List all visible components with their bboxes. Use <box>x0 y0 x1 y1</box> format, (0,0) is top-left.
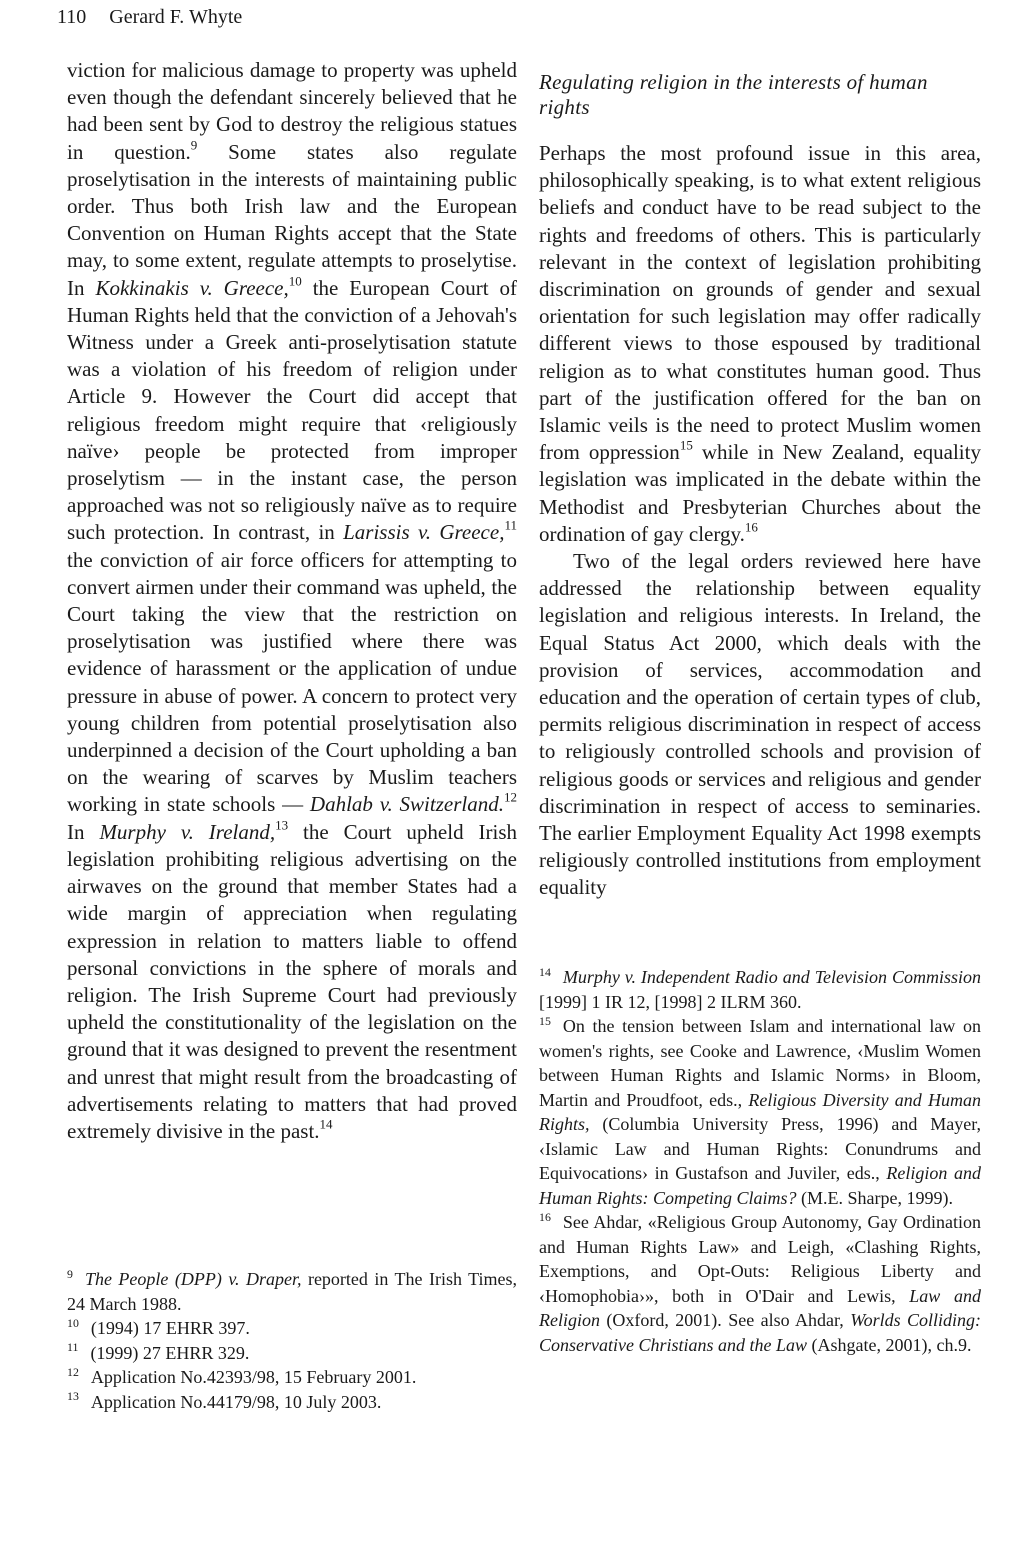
footnotes-left <box>67 1267 517 1414</box>
case-name: Larissis v. Greece, <box>343 520 505 545</box>
footnote: $^{10}$ (1994) 17 EHRR 397. <box>67 1315 250 1338</box>
left-column <box>67 57 517 1145</box>
footnote-ref: 12 <box>503 790 517 806</box>
running-author: Gerard F. Whyte <box>109 6 243 28</box>
footnote: $^{14}$ Murphy v. Independent Radio and Television Commission [1999] 1 IR 12, [1998] 2 ILRM 360. <box>539 964 981 1012</box>
body-paragraph: Perhaps the most profound issue in this area, philosophically speaking, is to what extent religious beliefs and conduct have to be read subject to the rights and freedoms of others. This is particularly relevant in the context of legislation prohibiting discrimination on grounds of gender and sexual orientation for such legislation may offer radically different views to those espoused by traditional religion as to what constitutes human good. Thus part of the justification offered for the ban on Islamic veils is the need to protect Muslim women from oppression$^{15}$ while in New Zealand, equality legislation was implicated in the debate within the Methodist and Presbyterian Churches about the ordination of gay clergy.$^{16}$ <box>539 141 981 546</box>
footnote: $^{13}$ Application No.44179/98, 10 July 2003. <box>67 1389 382 1412</box>
footnote-ref: 14 <box>319 1116 333 1132</box>
footnote: $^9$ The People (DPP) v. Draper, reported in The Irish Times, 24 March 1988. <box>67 1266 518 1314</box>
body-paragraph: Two of the legal orders reviewed here have addressed the relationship between equality legislation and religious interests. In Ireland, the Equal Status Act 2000, which deals with the provision of services, accommodation and education and the operation of certain types of club, permits religious discrimination in respect of access to religiously controlled schools and provision of religious goods or services and religious and gender discrimination in respect of access to seminaries. The earlier Employment Equality Act 1998 exempts religiously controlled institutions from employment equality <box>539 549 981 900</box>
footnote-ref: 9 <box>190 137 198 153</box>
footnote-ref: 11 <box>504 518 517 534</box>
footnote: $^{12}$ Application No.42393/98, 15 February 2001. <box>67 1364 417 1387</box>
section-heading: Regulating religion in the interests of human rights <box>539 70 928 119</box>
body-paragraph: viction for malicious damage to property was upheld even though the defendant sincerely believed that he had been sent by God to destroy the religious statues in question.$^9$ Some states also regulate proselytisation in the interests of maintaining public order. Thus both Irish law and the European Convention on Human Rights accept that the State may, to some extent, regulate attempts to proselytise. In Kokkinakis v. Greece,$^{10}$ the European Court of Human Rights held that the conviction of a Jehovah's Witness under a Greek anti-proselytisation statute was a violation of his freedom of religion under Article 9. However the Court did accept that religious freedom might require that ‹religiously naïve› people be protected from improper proselytism — in the instant case, the person approached was not so religiously naïve as to require such protection. In contrast, in Larissis v. Greece,$^{11}$ the conviction of air force officers for attempting to convert airmen under their command was upheld, the Court taking the view that the restriction on proselytisation was justified where there was evidence of harassment or the application of undue pressure in abuse of power. A concern to protect very young children from potential proselytisation also underpinned a decision of the Court upholding a ban on the wearing of scarves by Muslim teachers working in state schools — Dahlab v. Switzerland.$^{12}$ In Murphy v. Ireland,$^{13}$ the Court upheld Irish legislation prohibiting religious advertising on the airwaves on the ground that member States had a wide margin of appreciation when regulating expression in relation to matters liable to offend personal convictions in the sphere of morals and religion. The Irish Supreme Court had previously upheld the constitutionality of the legislation on the ground that it was designed to prevent the resentment and unrest that might result from the broadcasting of advertisements relating to matters that had proved extremely divisive in the past.$^{14}$ <box>67 58 518 1143</box>
case-name: Kokkinakis v. Greece, <box>95 275 289 300</box>
footnotes-right <box>539 965 981 1357</box>
page-number: 110 <box>57 6 87 28</box>
right-column <box>539 70 981 902</box>
footnote-ref: 13 <box>275 817 289 833</box>
footnote-ref: 10 <box>288 273 302 289</box>
footnote: $^{11}$ (1999) 27 EHRR 329. <box>67 1340 250 1363</box>
footnote: $^{15}$ On the tension between Islam and international law on women's rights, see Cooke and Lawrence, ‹Muslim Women between Human Rights and Islamic Norms› in Bloom, Martin and Proudfoot, eds., Religious Diversity and Human Rights, (Columbia University Press, 1996) and Mayer, ‹Islamic Law and Human Rights: Conundrums and Equivocations› in Gustafson and Juviler, eds., Religion and Human Rights: Competing Claims? (M.E. Sharpe, 1999). <box>539 1013 981 1208</box>
footnote-ref: 15 <box>679 437 693 453</box>
case-name: Dahlab v. Switzerland. <box>309 792 504 817</box>
footnote-ref: 16 <box>744 519 758 535</box>
running-header <box>57 6 242 29</box>
case-name: Murphy v. Ireland, <box>99 819 276 844</box>
footnote: $^{16}$ See Ahdar, «Religious Group Autonomy, Gay Ordination and Human Rights Law» and Leigh, «Clashing Rights, Exemptions, and Opt-Outs: Religious Liberty and ‹Homophobia›», both in O'Dair and Lewis, Law and Religion (Oxford, 2001). See also Ahdar, Worlds Colliding: Conservative Christians and the Law (Ashgate, 2001), ch.9. <box>539 1209 982 1355</box>
